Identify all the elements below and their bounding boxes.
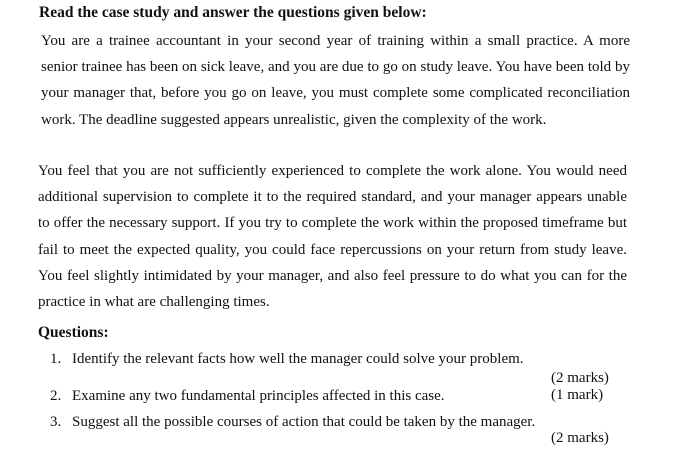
question-2-number: 2. [50,388,62,404]
question-3-marks: (2 marks) [551,430,609,446]
case-study-paragraph-2: You feel that you are not sufficiently experienced to complete the work alone. You would need additional supervision to complete it to the required standard, and your manager appears unable to offer the necessary support. If you try to complete the work within the proposed timeframe but fail to meet the expected quality, you could face repercussions on your return from study leave. You feel slightly intimidated by your manager, and also feel pressure to do what you can for the practice in what are challenging times. [38,163,627,311]
question-3-number: 3. [50,414,62,430]
question-3 [50,412,535,432]
questions-heading: Questions: [38,324,109,341]
question-1 [50,349,524,369]
question-1-text: Identify the relevant facts how well the manager could solve your problem. [72,351,524,367]
question-1-marks: (2 marks) [551,370,609,386]
question-2-marks: (1 mark) [551,387,604,403]
question-2-text: Examine any two fundamental principles affected in this case. [72,388,445,404]
case-study-paragraph-1: You are a trainee accountant in your second year of training within a small practice. A more senior trainee has been on sick leave, and you are due to go on study leave. You have been told by your manager that, before you go on leave, you must complete some complicated reconciliation work. The deadline suggested appears unrealistic, given the complexity of the work. [41,33,630,128]
question-3-text: Suggest all the possible courses of action that could be taken by the manager. [72,414,536,430]
question-1-number: 1. [50,351,62,367]
question-2 [50,386,445,406]
instructions-heading: Read the case study and answer the questions given below: [39,4,427,21]
